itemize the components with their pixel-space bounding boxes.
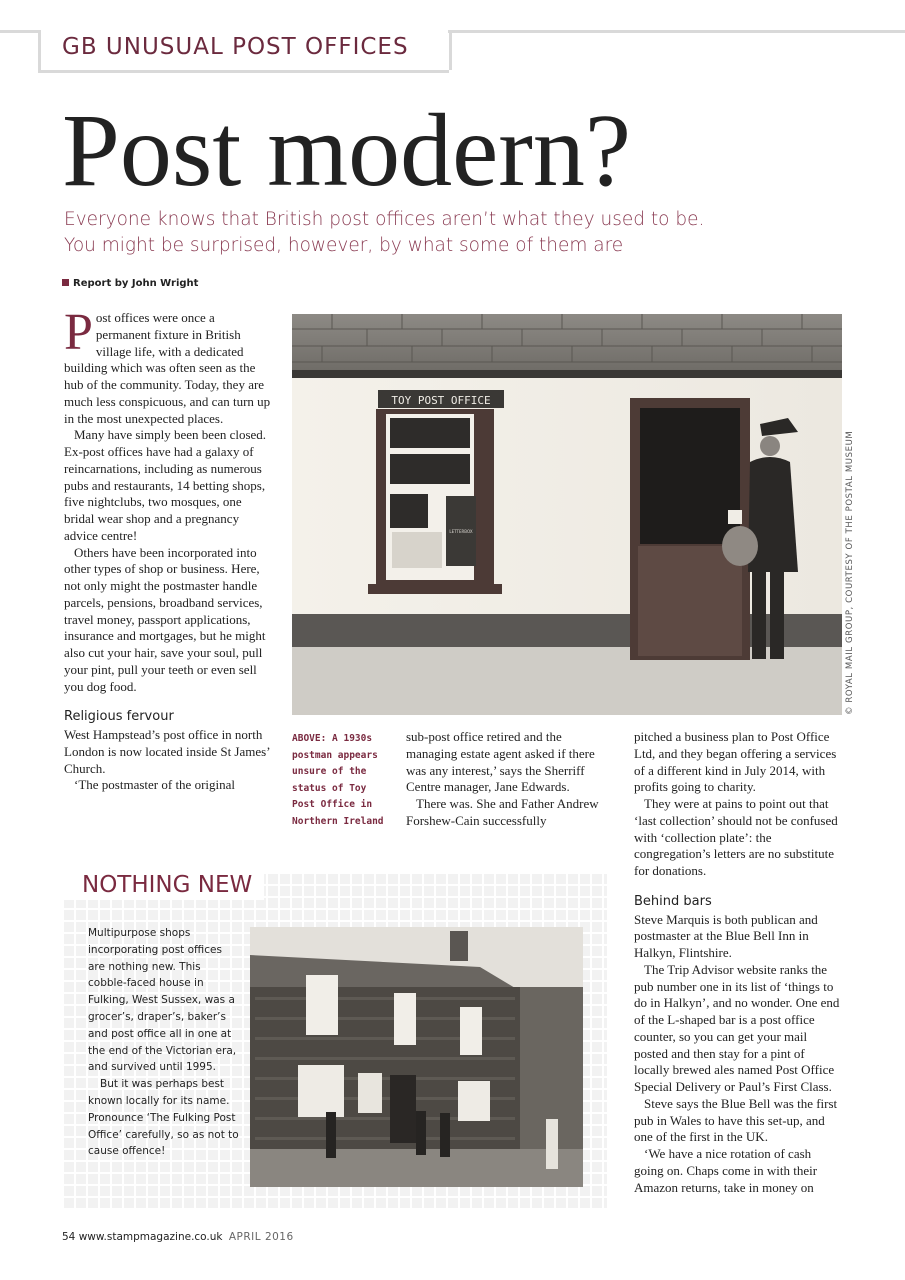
standfirst-line-1: Everyone knows that British post offices aren’t what they used to be.	[64, 209, 705, 230]
section-tab-bottom	[38, 70, 449, 73]
col2-paragraph-1: sub-post office retired and the managing estate agent asked if there was any interest,’ says the Sherriff Centre manager, Jane Edwards.	[406, 729, 595, 795]
standfirst	[64, 207, 744, 259]
boxout-paragraph-1: Multipurpose shops incorporating post offices are nothing new. This cobble-faced house in Fulking, West Sussex, was a grocer’s, draper’s, baker’s and post office all in one at the end of the Victorian era, and survived until 1995.	[88, 927, 237, 1074]
boxout-text	[88, 925, 240, 1160]
toy-post-office-photo	[292, 314, 842, 715]
col3-paragraph-4: The Trip Advisor website ranks the pub number one in its list of ‘things to do in Halkyn’, and no wonder. One end of the L-shaped bar is a post office counter, so you can get your mail posted and then stay for a pint of locally brewed ales named Post Office Special Delivery or Paul’s First Class.	[634, 961, 840, 1094]
article-column-1	[64, 304, 272, 794]
photo-caption: ABOVE: A 1930s postman appears unsure of the status of Toy Post Office in Northern Ireland	[292, 733, 384, 827]
article-column-2	[406, 729, 614, 830]
section-rule-left	[0, 30, 38, 33]
col2-paragraph-2: There was. She and Father Andrew Forshew-Cain successfully	[406, 796, 599, 828]
col1-paragraph-2: Many have simply been been closed. Ex-post offices have had a galaxy of reincarnations, including as numerous pubs and restaurants, 14 betting shops, five nightclubs, two mosques, one bridal wear shop and a pregnancy advice centre!	[64, 427, 267, 543]
col3-paragraph-3: Steve Marquis is both publican and postmaster at the Blue Bell Inn in Halkyn, Flintshire.	[634, 911, 818, 960]
toy-post-office-sign: TOY POST OFFICE	[391, 394, 491, 407]
photo-credit-text: © ROYAL MAIL GROUP, COURTESY OF THE POSTAL MUSEUM	[845, 430, 855, 715]
col1-p1-text: ost offices were once a permanent fixture in British village life, with a dedicated building which was often seen as the hub of the community. Today, they are much less conspicuous, and can turn up in the most unexpected places.	[64, 310, 271, 426]
col3-paragraph-6: ‘We have a nice rotation of cash going on. Chaps come in with their Amazon returns, take in money on	[634, 1146, 818, 1195]
page-number: 54	[62, 1231, 76, 1243]
footer-site: www.stampmagazine.co.uk	[78, 1231, 223, 1243]
subhead-religious-fervour: Religious fervour	[64, 709, 174, 725]
col1-paragraph-4: West Hampstead’s post office in north London is now located inside St James’ Church.	[64, 727, 270, 776]
section-label: GB UNUSUAL POST OFFICES	[62, 34, 409, 60]
subhead-behind-bars: Behind bars	[634, 893, 712, 909]
col1-paragraph-1	[64, 304, 272, 427]
drop-cap: P	[64, 304, 93, 361]
byline-text: Report by John Wright	[73, 278, 199, 289]
section-rule-right	[448, 30, 905, 33]
col3-paragraph-1: pitched a business plan to Post Office Ltd, and they began offering a services of a different kind in July 2014, with profits going to charity.	[634, 729, 837, 795]
headline: Post modern?	[62, 93, 632, 208]
boxout-paragraph-2: But it was perhaps best known locally for its name. Pronounce ‘The Fulking Post Office’ carefully, so as not to cause offence!	[88, 1078, 239, 1158]
col1-paragraph-5: ‘The postmaster of the original	[74, 777, 236, 793]
boxout-title: NOTHING NEW	[62, 870, 264, 900]
byline-square-icon	[62, 279, 69, 286]
photo-credit	[845, 430, 859, 715]
col3-paragraph-2: They were at pains to point out that ‘last collection’ should not be confused with ‘collection plate’: the congregation’s letters are no substitute for donations.	[634, 796, 838, 878]
footer-date: APRIL 2016	[228, 1231, 294, 1243]
col3-paragraph-5: Steve says the Blue Bell was the first pub in Wales to have this set-up, and one of the first in the UK.	[634, 1095, 838, 1145]
letterbox-label: LETTERBOX	[449, 529, 473, 534]
byline	[62, 278, 198, 289]
page-footer	[62, 1231, 294, 1243]
standfirst-line-2: You might be surprised, however, by what some of them are	[64, 235, 624, 256]
article-column-3	[634, 729, 842, 1196]
col1-paragraph-3: Others have been incorporated into other types of shop or business. Here, not only might the postmaster handle parcels, pensions, broadband services, travel money, passport applications, insurance and mortgages, but he might also cut your hair, save your soul, pull your pint, pull your teeth or even sell you dog food.	[64, 544, 266, 694]
fulking-house-photo	[250, 927, 583, 1187]
